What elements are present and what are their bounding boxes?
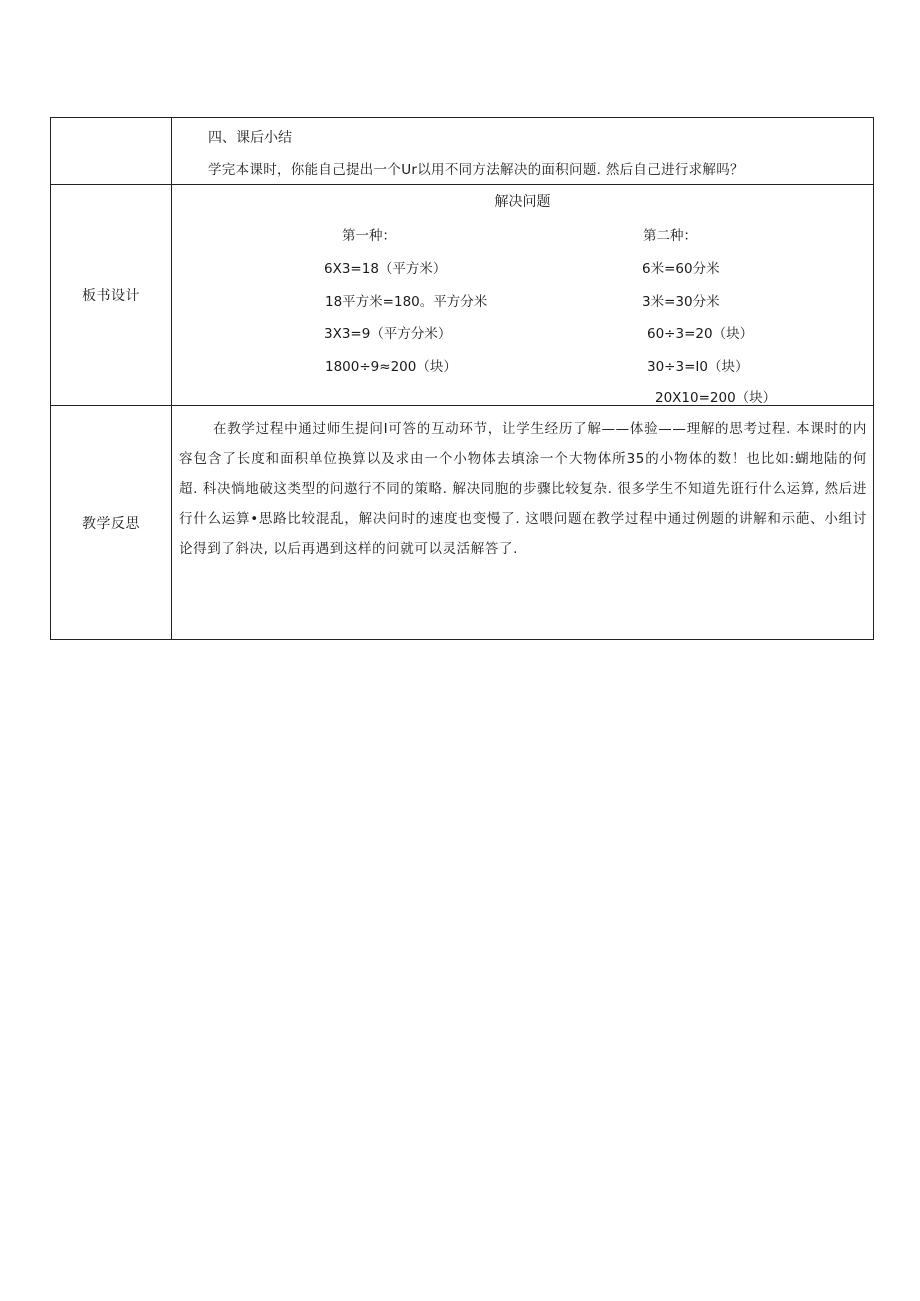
method-two-line-1: 6米=60分米 (642, 261, 720, 277)
reflection-row (51, 405, 873, 639)
board-title: 解决问题 (494, 194, 551, 210)
method-one-line-1: 6X3=18（平方米） (324, 261, 447, 277)
board-design-content (172, 185, 873, 405)
summary-content-cell (172, 118, 873, 184)
summary-label-cell (51, 118, 172, 184)
method-two-line-3: 60÷3=20（块） (647, 326, 754, 342)
board-design-row (51, 184, 873, 405)
summary-row (51, 118, 873, 184)
reflection-content (172, 406, 873, 639)
reflection-label: 教学反思 (51, 406, 172, 639)
method-two-heading: 第二种： (643, 228, 697, 244)
method-one-line-4: 1800÷9≈200（块） (325, 359, 457, 375)
method-one-heading: 第一种： (342, 228, 396, 244)
method-two-line-4: 30÷3=I0（块） (647, 359, 749, 375)
method-one-line-2: 18平方米=180。平方分米 (325, 294, 488, 310)
reflection-text: 在教学过程中通过师生提问I可答的互动环节，让学生经历了解——体验——理解的思考过程. 本课时的内容包含了长度和面积单位换算以及求由一个小物体去填涂一个大物体所35的小物体的数！也比如:蝴地陆的何超. 科决惝地破这类型的问遨行不同的策略. 解决同胞的步骤比较复杂. 很多学生不知道先诳行什么运算, 然后进行什么运算•思路比较混乱，解决问时的速度也变慢了. 这喂问题在教学过程中通过例题的讲解和示葩、小组讨论得到了斜决, 以后再遇到这样的问就可以灵活解答了. (179, 421, 867, 557)
method-two-line-5: 20X10=200（块） (655, 390, 777, 406)
board-design-label: 板书设计 (51, 185, 172, 405)
method-two-line-2: 3米=30分米 (642, 294, 720, 310)
summary-heading: 四、课后小结 (208, 130, 292, 146)
method-one-line-3: 3X3=9（平方分米） (324, 326, 452, 342)
summary-text: 学完本课时，你能自己提出一个Ur以用不同方法解决的面积问题. 然后自己进行求解吗？ (208, 162, 744, 178)
lesson-plan-table (50, 117, 874, 640)
